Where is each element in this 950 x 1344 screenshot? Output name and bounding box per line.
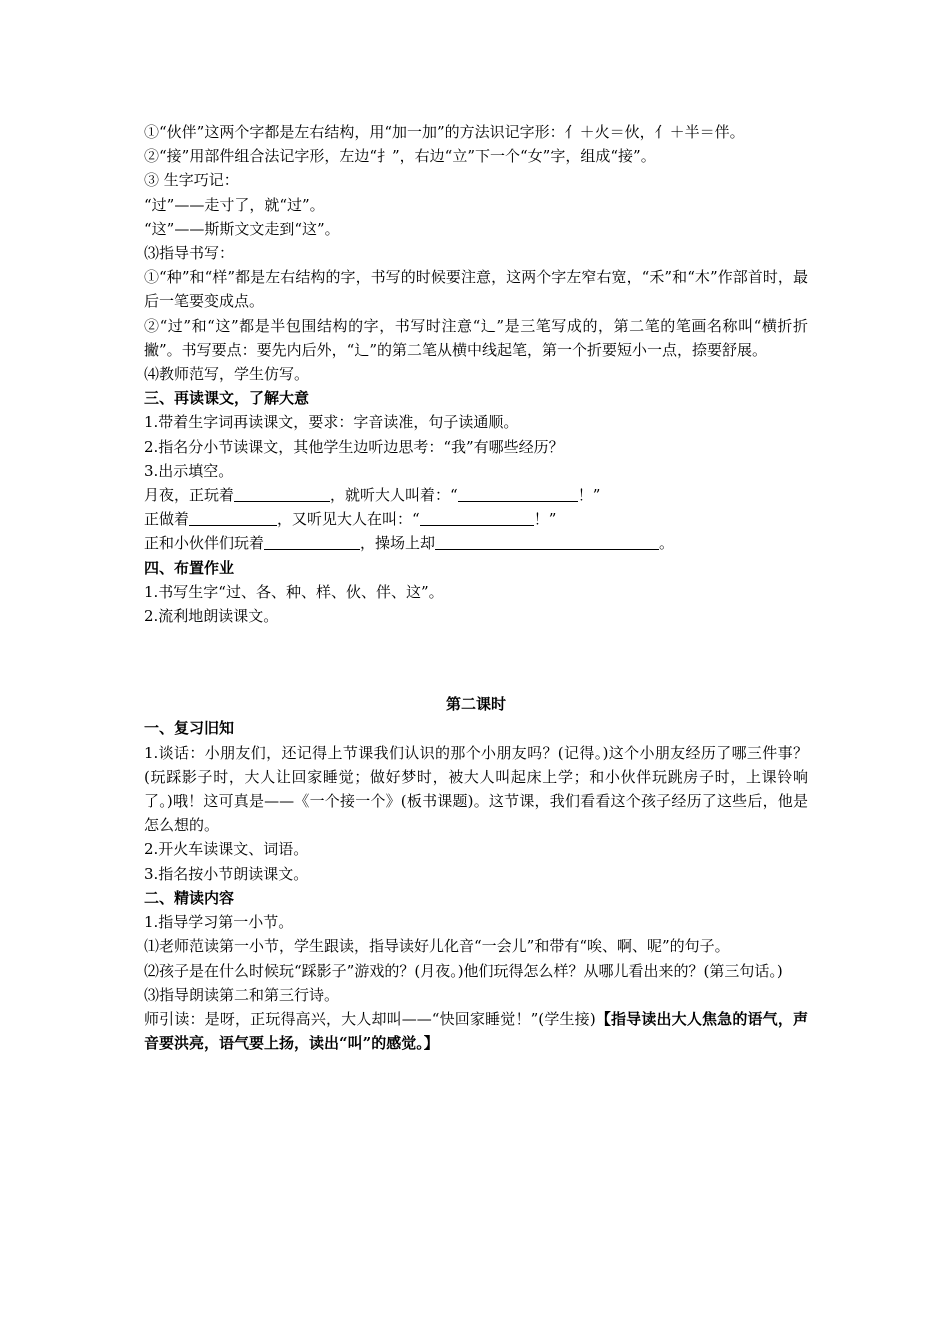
fill-text: 月夜，正玩着 [144, 486, 235, 505]
fill-text: 正做着 [144, 510, 190, 529]
reading-instruction: 【指导读出大人焦急的语气，声音要洪亮，语气要上扬，读出“叫”的感觉。】 [144, 1009, 808, 1053]
paragraph: ⑷教师范写，学生仿写。 [144, 365, 310, 384]
lesson-title: 第二课时 [445, 695, 506, 714]
paragraph: ②“接”用部件组合法记字形，左边“扌”，右边“立”下一个“女”字，组成“接”。 [144, 147, 656, 166]
paragraph: 1.带着生字词再读课文，要求：字音读准，句子读通顺。 [144, 413, 519, 432]
section-heading: 三、再读课文，了解大意 [144, 389, 310, 408]
fill-blank [189, 509, 277, 526]
paragraph: 1.书写生字“过、各、种、样、伙、伴、这”。 [144, 582, 444, 601]
fill-blank [264, 533, 360, 550]
paragraph: ①“伙伴”这两个字都是左右结构，用“加一加”的方法识记字形：亻＋火＝伙，亻＋半＝伴。 [144, 123, 745, 141]
paragraph: ①“种”和“样”都是左右结构的字，书写的时候要注意，这两个字左窄右宽，“禾”和“木”作部首时，最后一笔要变成点。 [144, 268, 808, 311]
paragraph: ⑵孩子是在什么时候玩“踩影子”游戏的？(月夜。)他们玩得怎么样？从哪儿看出来的？(第三句话。) [144, 961, 783, 980]
paragraph: 1.指导学习第一小节。 [144, 913, 294, 932]
section-heading: 二、精读内容 [144, 888, 235, 907]
fill-text: ，又听见大人在叫：“ [277, 510, 420, 529]
section-spacer [144, 628, 808, 692]
fill-blank-line [144, 483, 808, 507]
paragraph: “这”——斯斯文文走到“这”。 [144, 219, 340, 238]
paragraph: “过”——走寸了，就“过”。 [144, 195, 325, 214]
fill-blank [420, 509, 534, 526]
paragraph: 2.开火车读课文、词语。 [144, 840, 309, 859]
fill-blank [435, 533, 659, 550]
paragraph [144, 1007, 808, 1055]
fill-text: ，就听大人叫着：“ [330, 486, 458, 505]
fill-blank-line [144, 507, 808, 531]
fill-text: 。 [659, 534, 675, 553]
paragraph: 3.指名按小节朗读课文。 [144, 864, 309, 883]
fill-blank [234, 485, 330, 502]
paragraph: 2.流利地朗读课文。 [144, 607, 279, 626]
fill-blank-line [144, 531, 808, 555]
section-heading: 四、布置作业 [144, 558, 235, 577]
fill-text: ！” [533, 510, 557, 529]
fill-blank [458, 485, 578, 502]
section-heading: 一、复习旧知 [144, 719, 235, 738]
document-page [144, 120, 808, 1055]
paragraph: 3.出示填空。 [144, 461, 234, 480]
paragraph: 2.指名分小节读课文，其他学生边听边思考：“我”有哪些经历？ [144, 437, 564, 456]
fill-text: ，操场上却 [360, 534, 436, 553]
fill-text: ！” [577, 486, 601, 505]
paragraph: ③ 生字巧记： [144, 171, 239, 190]
paragraph: ⑶指导朗读第二和第三行诗。 [144, 985, 340, 1004]
fill-text: 正和小伙伴们玩着 [144, 534, 265, 553]
paragraph: 1.谈话：小朋友们，还记得上节课我们认识的那个小朋友吗？(记得。)这个小朋友经历了哪三件事？(玩踩影子时，大人让回家睡觉；做好梦时，被大人叫起床上学；和小伙伴玩跳房子时，上课铃响了。)哦！这可真是——《一个接一个》(板书课题)。这节课，我们看看这个孩子经历了这些后，他是怎么想的。 [144, 743, 808, 835]
paragraph: ②“过”和“这”都是半包围结构的字，书写时注意“辶”是三笔写成的，第二笔的笔画名称叫“横折折撇”。书写要点：要先内后外，“辶”的第二笔从横中线起笔，第一个折要短小一点，捺要舒展。 [144, 316, 808, 359]
paragraph: ⑴老师范读第一小节，学生跟读，指导读好儿化音“一会儿”和带有“唉、啊、呢”的句子。 [144, 937, 730, 956]
teacher-lead-text: 师引读：是呀，正玩得高兴，大人却叫——“快回家睡觉！”(学生接) [144, 1009, 596, 1028]
paragraph: ⑶指导书写： [144, 244, 235, 263]
